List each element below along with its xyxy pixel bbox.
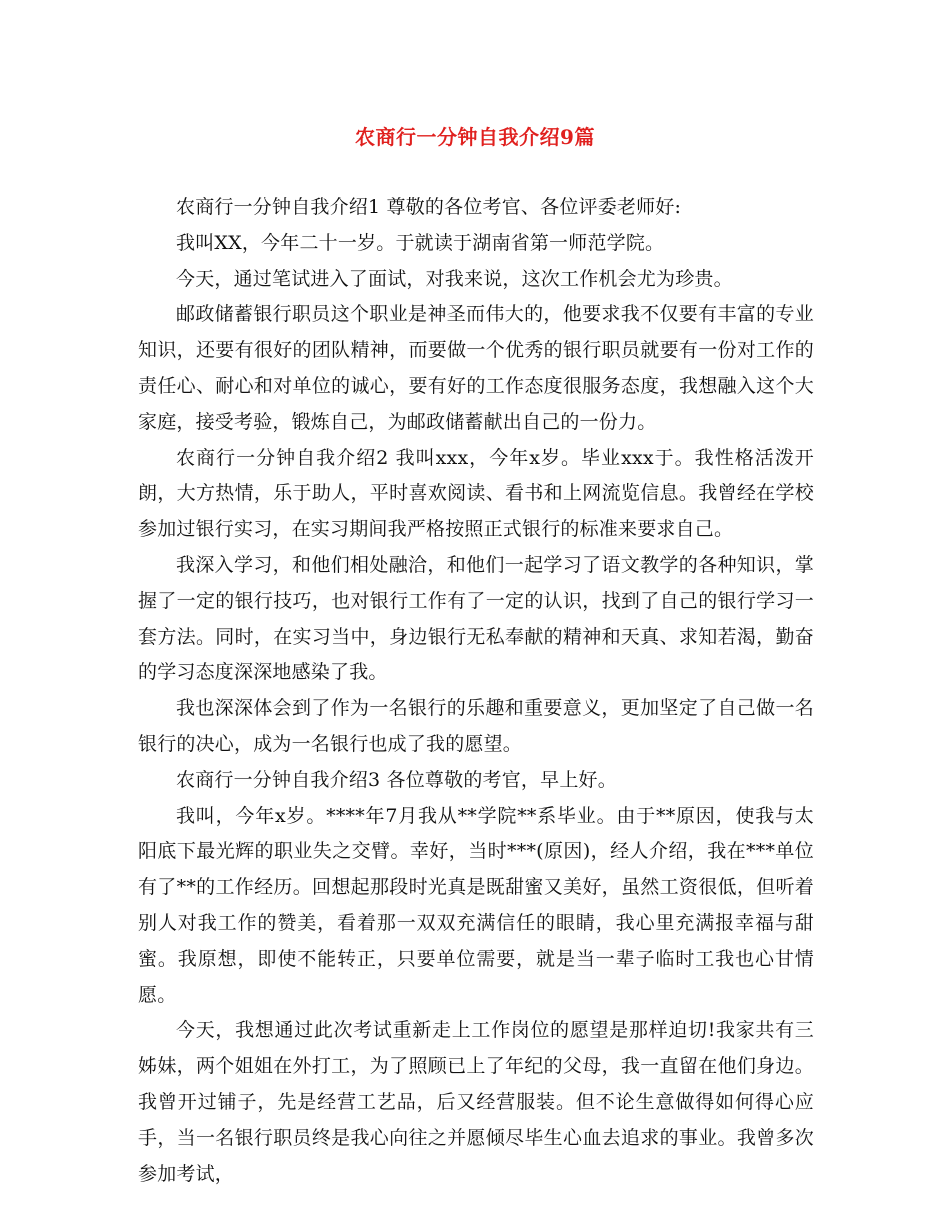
paragraph: 我深入学习，和他们相处融洽，和他们一起学习了语文教学的各种知识，掌握了一定的银行技巧，也对银行工作有了一定的认识，找到了自己的银行学习一套方法。同时，在实习当中，身边银行无私奉献的精神和天真、求知若渴，勤奋的学习态度深深地感染了我。: [138, 553, 814, 684]
paragraph: 农商行一分钟自我介绍3 各位尊敬的考官，早上好。: [176, 768, 617, 791]
paragraph: 我也深深体会到了作为一名银行的乐趣和重要意义，更加坚定了自己做一名银行的决心，成为一名银行也成了我的愿望。: [138, 697, 814, 755]
paragraph: 今天，通过笔试进入了面试，对我来说，这次工作机会尤为珍贵。: [176, 267, 733, 290]
paragraph: 我叫XX，今年二十一岁。于就读于湖南省第一师范学院。: [176, 231, 665, 254]
paragraph: 邮政储蓄银行职员这个职业是神圣而伟大的，他要求我不仅要有丰富的专业知识，还要有很好的团队精神，而要做一个优秀的银行职员就要有一份对工作的责任心、耐心和对单位的诚心，要有好的工作态度很服务态度，我想融入这个大家庭，接受考验，锻炼自己，为邮政储蓄献出自己的一份力。: [138, 303, 814, 433]
document-title: 农商行一分钟自我介绍9篇: [355, 125, 595, 149]
paragraph: 农商行一分钟自我介绍1 尊敬的各位考官、各位评委老师好:: [176, 196, 682, 218]
document-body: [138, 190, 814, 1192]
paragraph: 今天，我想通过此次考试重新走上工作岗位的愿望是那样迫切!我家共有三姊妹，两个姐姐在外打工，为了照顾已上了年纪的父母，我一直留在他们身边。我曾开过铺子，先是经营工艺品，后又经营服装。但不论生意做得如何得心应手，当一名银行职员终是我心向往之并愿倾尽毕生心血去追求的事业。我曾多次参加考试，: [138, 1019, 814, 1185]
paragraph: 我叫，今年x岁。****年7月我从**学院**系毕业。由于**原因，使我与太阳底下最光辉的职业失之交臂。幸好，当时***(原因)，经人介绍，我在***单位有了**的工作经历。回想起那段时光真是既甜蜜又美好，虽然工资很低，但听着别人对我工作的赞美，看着那一双双充满信任的眼睛，我心里充满报幸福与甜蜜。我原想，即使不能转正，只要单位需要，就是当一辈子临时工我也心甘情愿。: [138, 804, 814, 1006]
paragraph: 农商行一分钟自我介绍2 我叫xxx，今年x岁。毕业xxx于。我性格活泼开朗，大方热情，乐于助人，平时喜欢阅读、看书和上网流览信息。我曾经在学校参加过银行实习，在实习期间我严格按照正式银行的标准来要求自己。: [138, 446, 814, 541]
